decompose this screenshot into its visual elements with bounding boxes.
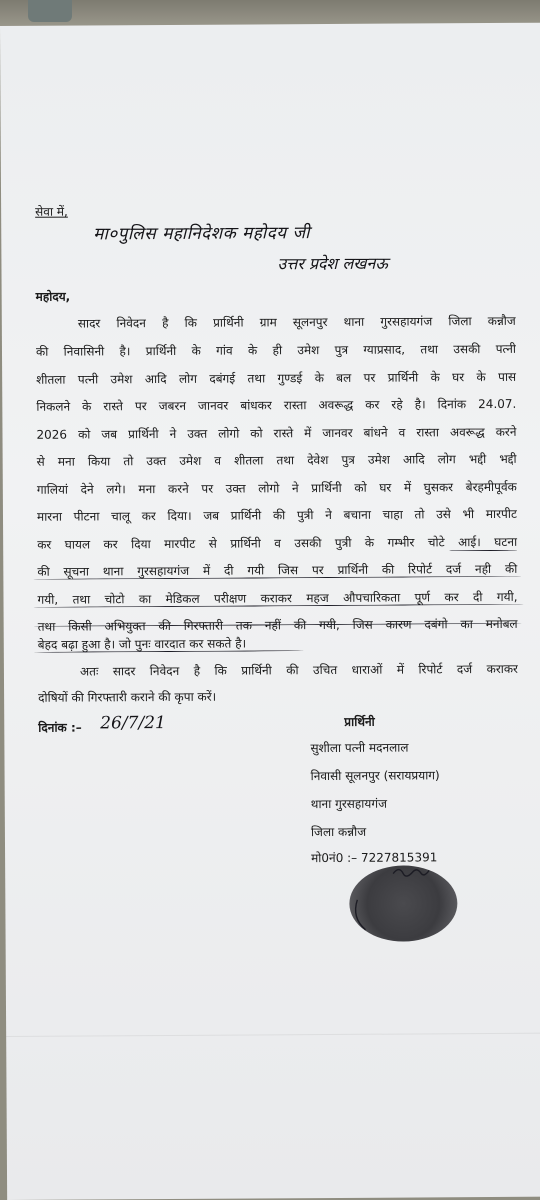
applicant-line: सुशीला पत्नी मदनलाल (310, 740, 409, 756)
closing-line: दोषियों की गिरफ्तारी कराने की कृपा करें। (38, 689, 217, 705)
salutation-to: सेवा में, (35, 204, 68, 219)
applicant-line: जिला कन्नौज (310, 824, 367, 840)
body-line: से मना किया तो उक्त उमेश व शीतला तथा देवेश पुत्र उमेश आदि लोग भद्दी भद्दी (36, 451, 517, 469)
body-line: कर घायल कर दिया मारपीट से प्रार्थिनी व उसकी पुत्री के गम्भीर चोटे आई। घटना (37, 534, 518, 552)
body-line: निकलने के रास्ते पर जबरन जानवर बांधकर रास्ता अवरूद्ध कर रहे है। दिनांक 24.07. (36, 396, 517, 414)
letter-page (0, 23, 540, 1200)
date-label: दिनांक :– (38, 720, 82, 735)
date-value: 26/7/21 (100, 713, 166, 734)
signature-text (0, 26, 1, 27)
body-line: गयी, तथा चोटो का मेडिकल परीक्षण कराकर महज औपचारिकता पूर्ण कर दी गयी, (37, 589, 518, 607)
applicant-line: निवासी सूलनपुर (सरायप्रयाग) (310, 768, 440, 784)
applicant-title: प्रार्थिनी (344, 714, 375, 729)
body-line: की निवासिनी है। प्रार्थिनी के गांव के ही उमेश पुत्र ग्याप्रसाद, तथा उसकी पत्नी (35, 341, 517, 359)
closing-line: अतः सादर निवेदन है कि प्रार्थिनी की उचित धाराओं में रिपोर्ट दर्ज कराकर (79, 661, 518, 679)
body-line: मारना पीटना चालू कर दिया। जब प्रार्थिनी की पुत्री ने बचाना चाहा तो उसे भी मारपीट (36, 506, 518, 524)
background-object (28, 0, 72, 22)
applicant-phone: मो0नं0 :– 7227815391 (311, 850, 438, 866)
recipient-line-2: उत्तर प्रदेश लखनऊ (277, 253, 388, 274)
body-line: की सूचना थाना गुरसहायगंज में दी गयी जिस पर प्रार्थिनी की रिपोर्ट दर्ज नही की (37, 561, 518, 579)
body-line: गालियां देने लगे। मना करने पर उक्त लोगो ने प्रार्थिनी को घर में घुसकर बेरहमीपूर्वक (36, 479, 517, 497)
body-line: सादर निवेदन है कि प्रार्थिनी ग्राम सूलनपुर थाना गुरसहायगंज जिला कन्नौज (77, 313, 516, 331)
recipient-line-1: मा०पुलिस महानिदेशक महोदय जी (93, 223, 311, 245)
body-line: बेहद बढ़ा हुआ है। जो पुनः वारदात कर सकते है। (37, 636, 247, 652)
body-line: 2026 को जब प्रार्थिनी ने उक्त लोगो को रास्ते में जानवर बांधने व रास्ता अवरूद्ध करने (36, 424, 517, 442)
applicant-line: थाना गुरसहायगंज (310, 796, 388, 812)
signature-scribble (345, 859, 466, 950)
body-line: शीतला पत्नी उमेश आदि लोग दबंगई तथा गुण्डई के बल पर प्रार्थिनी के घर के पास (36, 369, 517, 387)
greeting: महोदय, (35, 289, 71, 304)
body-line: तथा किसी अभियुक्त की गिरफ्तारी तक नहीं की गयी, जिस कारण दबंगो का मनोबल (37, 616, 518, 634)
paper-fold (6, 1033, 540, 1037)
ink-underline (449, 550, 517, 551)
